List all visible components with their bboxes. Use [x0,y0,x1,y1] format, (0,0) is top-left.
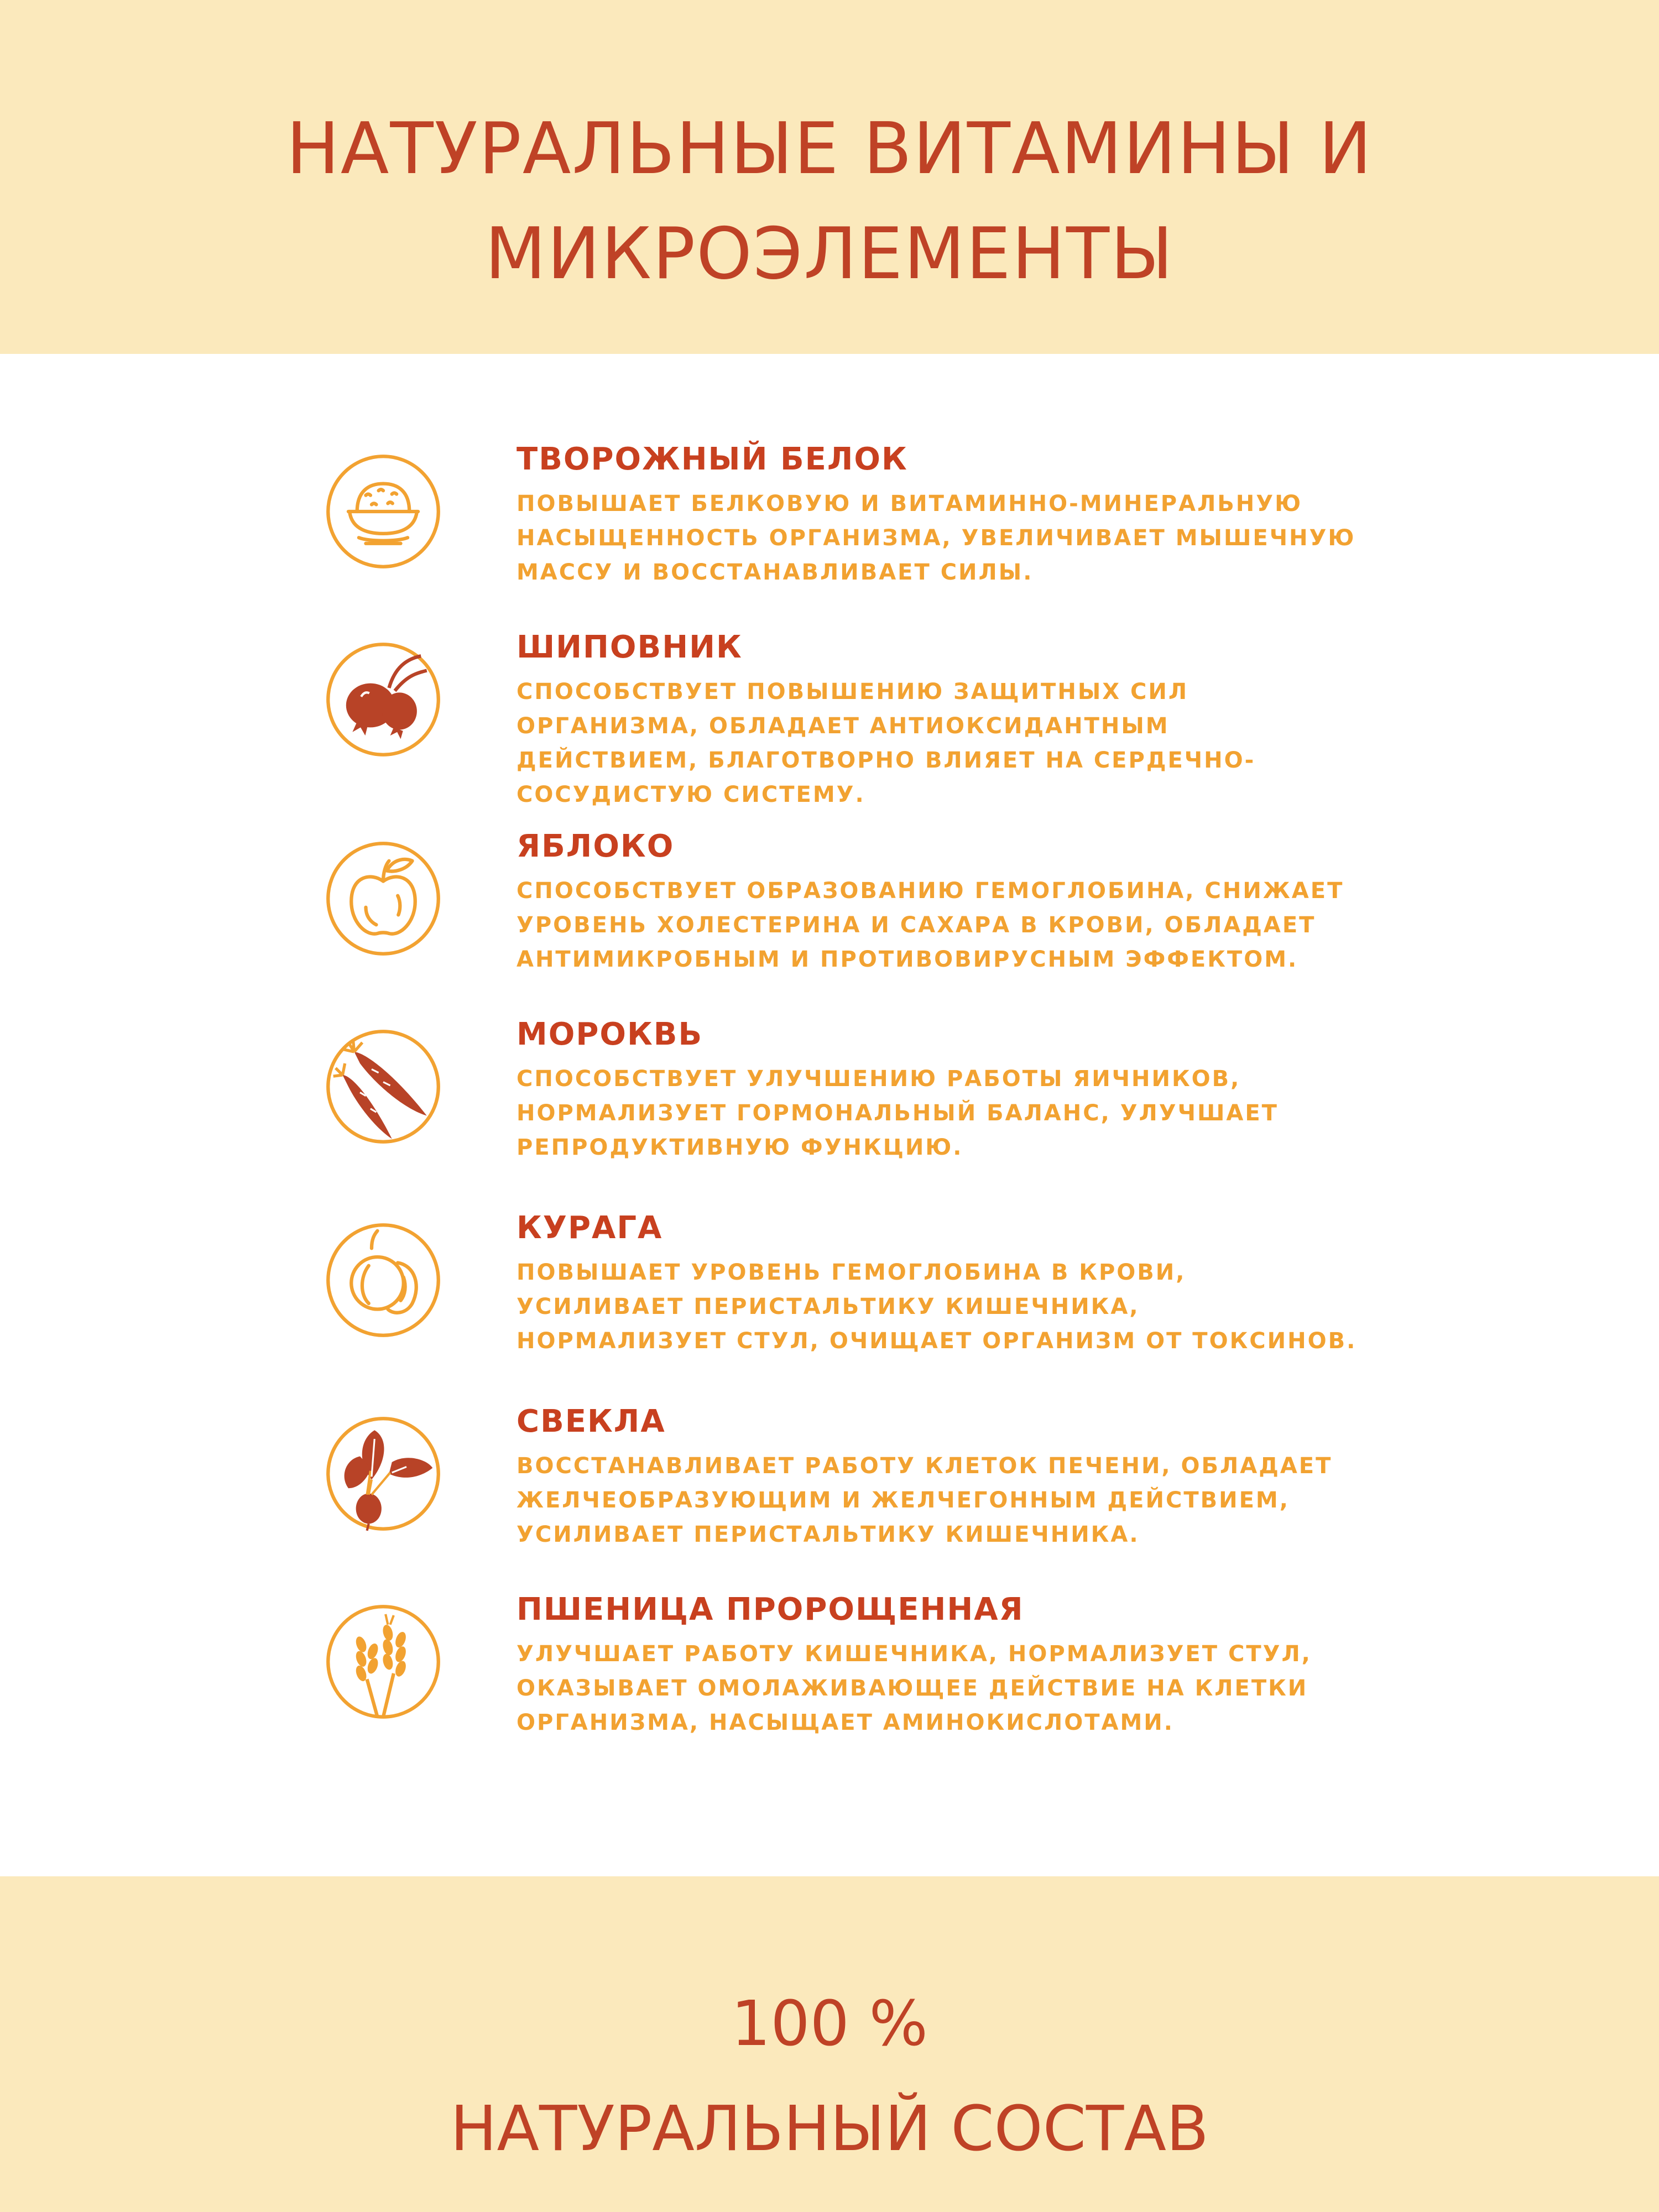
apple-icon [325,841,441,957]
item-description: СПОСОБСТВУЕТ УЛУЧШЕНИЮ РАБОТЫ ЯИЧНИКОВ, НОРМАЛИЗУЕТ ГОРМОНАЛЬНЫЙ БАЛАНС, УЛУЧШАЕТ РЕПРОДУКТИВНУЮ ФУНКЦИЮ. [517,1066,1279,1160]
item-title: ШИПОВНИК [517,629,743,665]
item-description: ПОВЫШАЕТ УРОВЕНЬ ГЕМОГЛОБИНА В КРОВИ, УСИЛИВАЕТ ПЕРИСТАЛЬТИКУ КИШЕЧНИКА, НОРМАЛИЗУЕТ СТУЛ, ОЧИЩАЕТ ОРГАНИЗМ ОТ ТОКСИНОВ. [517,1260,1357,1354]
cottage-cheese-bowl-icon [325,453,441,570]
rosehip-icon [325,641,441,758]
list-item-apple [0,818,1659,995]
carrot-icon [325,1029,441,1145]
list-item-rosehip [0,619,1659,807]
footer-claim [0,1971,1659,2182]
page-title [0,97,1659,307]
footer-percent: 100 % [731,1988,928,2060]
item-title: СВЕКЛА [517,1404,666,1439]
item-title: ТВОРОЖНЫЙ БЕЛОК [517,441,908,477]
item-title: ЯБЛОКО [517,828,675,864]
item-title: КУРАГА [517,1210,663,1246]
item-description: УЛУЧШАЕТ РАБОТУ КИШЕЧНИКА, НОРМАЛИЗУЕТ СТУЛ, ОКАЗЫВАЕТ ОМОЛАЖИВАЮЩЕЕ ДЕЙСТВИЕ НА КЛЕТКИ ОРГАНИЗМА, НАСЫЩАЕТ АМИНОКИСЛОТАМИ. [517,1641,1312,1735]
item-title: МОРОКВЬ [517,1016,703,1052]
item-description: СПОСОБСТВУЕТ ОБРАЗОВАНИЮ ГЕМОГЛОБИНА, СНИЖАЕТ УРОВЕНЬ ХОЛЕСТЕРИНА И САХАРА В КРОВИ, ОБЛАДАЕТ АНТИМИКРОБНЫМ И ПРОТИВОВИРУСНЫМ ЭФФЕКТОМ. [517,878,1344,972]
footer-text: НАТУРАЛЬНЫЙ СОСТАВ [450,2093,1209,2165]
beet-icon [325,1416,441,1532]
title-line-2: МИКРОЭЛЕМЕНТЫ [484,213,1175,295]
list-item-wheat [0,1582,1659,1759]
wheat-icon [325,1604,441,1720]
title-line-1: НАТУРАЛЬНЫЕ ВИТАМИНЫ И [286,108,1373,190]
list-item-dried-apricot [0,1200,1659,1377]
list-item-cottage-cheese [0,431,1659,608]
list-item-beet [0,1394,1659,1571]
dried-apricot-icon [325,1222,441,1338]
list-item-carrot [0,1006,1659,1183]
item-description: СПОСОБСТВУЕТ ПОВЫШЕНИЮ ЗАЩИТНЫХ СИЛ ОРГАНИЗМА, ОБЛАДАЕТ АНТИОКСИДАНТНЫМ ДЕЙСТВИЕМ, БЛАГОТВОРНО ВЛИЯЕТ НА СЕРДЕЧНО-СОСУДИСТУЮ СИСТЕМУ. [517,679,1256,807]
item-description: ВОССТАНАВЛИВАЕТ РАБОТУ КЛЕТОК ПЕЧЕНИ, ОБЛАДАЕТ ЖЕЛЧЕОБРАЗУЮЩИМ И ЖЕЛЧЕГОННЫМ ДЕЙСТВИЕМ, УСИЛИВАЕТ ПЕРИСТАЛЬТИКУ КИШЕЧНИКА. [517,1453,1333,1547]
item-description: ПОВЫШАЕТ БЕЛКОВУЮ И ВИТАМИННО-МИНЕРАЛЬНУЮ НАСЫЩЕННОСТЬ ОРГАНИЗМА, УВЕЛИЧИВАЕТ МЫШЕЧНУЮ МАССУ И ВОССТАНАВЛИВАЕТ СИЛЫ. [517,491,1356,585]
item-title: ПШЕНИЦА ПРОРОЩЕННАЯ [517,1592,1024,1627]
